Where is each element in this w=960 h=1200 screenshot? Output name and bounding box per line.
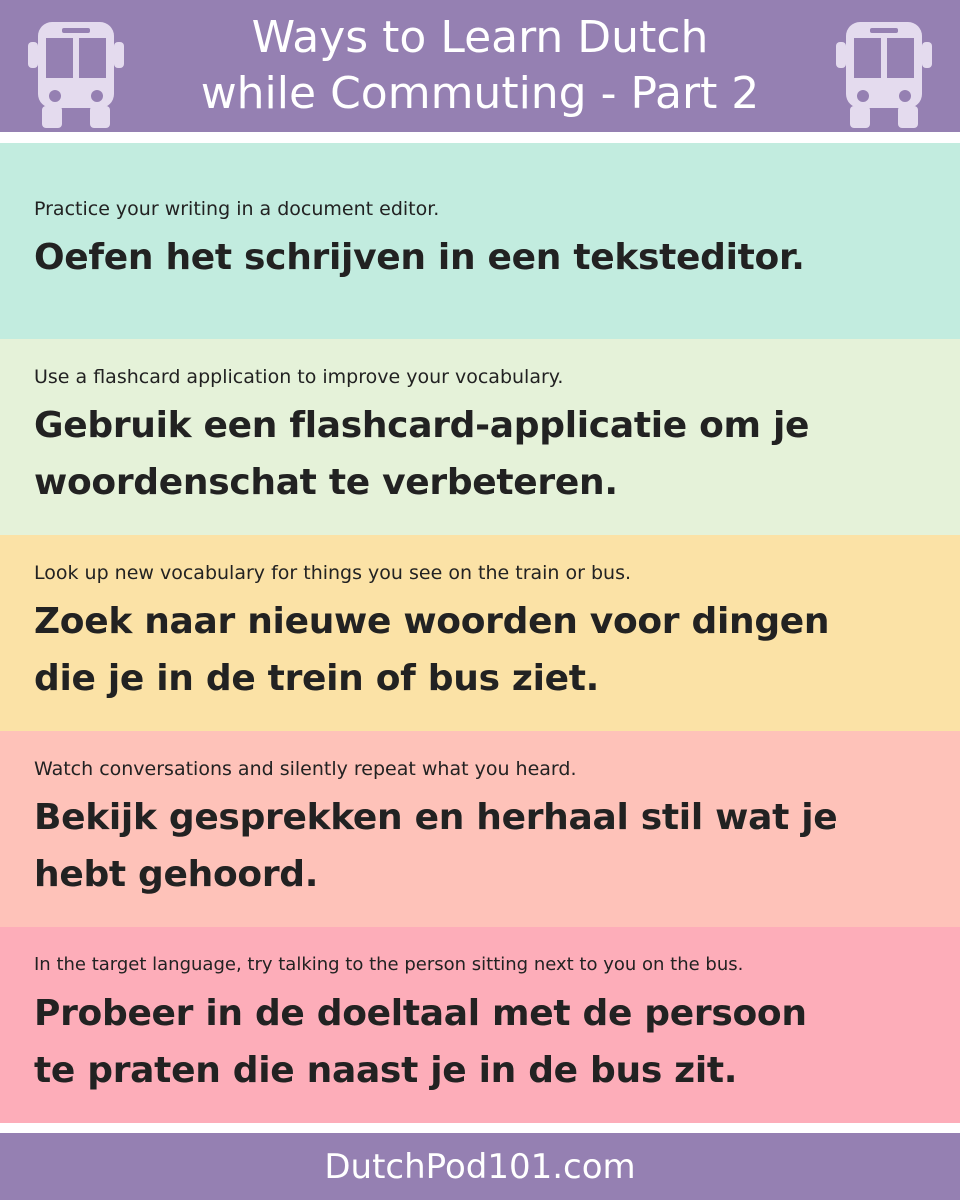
- tip-card: [0, 535, 960, 731]
- title-line-2: while Commuting - Part 2: [200, 68, 760, 119]
- tips-list: [0, 143, 960, 1123]
- tip-card: [0, 143, 960, 339]
- bus-icon: [832, 20, 936, 132]
- tip-dutch-line: hebt gehoord.: [34, 854, 319, 895]
- header-banner: [0, 0, 960, 132]
- tip-dutch-line: te praten die naast je in de bus zit.: [34, 1050, 738, 1091]
- tip-english-text: In the target language, try talking to the person sitting next to you on the bus.: [34, 954, 744, 975]
- tip-english-text: Use a flashcard application to improve your vocabulary.: [34, 366, 564, 388]
- tip-card: [0, 927, 960, 1123]
- tip-dutch-line: die je in de trein of bus ziet.: [34, 658, 600, 699]
- tip-dutch-line: Probeer in de doeltaal met de persoon: [34, 993, 807, 1034]
- tip-card: [0, 339, 960, 535]
- tip-dutch-text: [34, 789, 926, 903]
- tip-dutch-line: Oefen het schrijven in een teksteditor.: [34, 237, 805, 278]
- footer-banner: [0, 1133, 960, 1200]
- title-line-1: Ways to Learn Dutch: [251, 12, 709, 63]
- tip-dutch-text: [34, 593, 926, 707]
- tip-english-text: Watch conversations and silently repeat what you heard.: [34, 758, 577, 780]
- tip-card: [0, 731, 960, 927]
- bus-icon: [24, 20, 128, 132]
- tip-english-text: Look up new vocabulary for things you see on the train or bus.: [34, 562, 632, 584]
- tip-dutch-line: Zoek naar nieuwe woorden voor dingen: [34, 601, 830, 642]
- tip-dutch-text: [34, 985, 926, 1099]
- tip-dutch-line: Gebruik een flashcard-applicatie om je: [34, 405, 810, 446]
- tip-dutch-line: woordenschat te verbeteren.: [34, 462, 618, 503]
- site-url: DutchPod101.com: [324, 1146, 636, 1187]
- tip-dutch-text: [34, 397, 926, 511]
- tip-dutch-line: Bekijk gesprekken en herhaal stil wat je: [34, 797, 838, 838]
- tip-english-text: Practice your writing in a document editor.: [34, 198, 440, 220]
- page-title: [201, 10, 760, 122]
- tip-dutch-text: [34, 229, 926, 286]
